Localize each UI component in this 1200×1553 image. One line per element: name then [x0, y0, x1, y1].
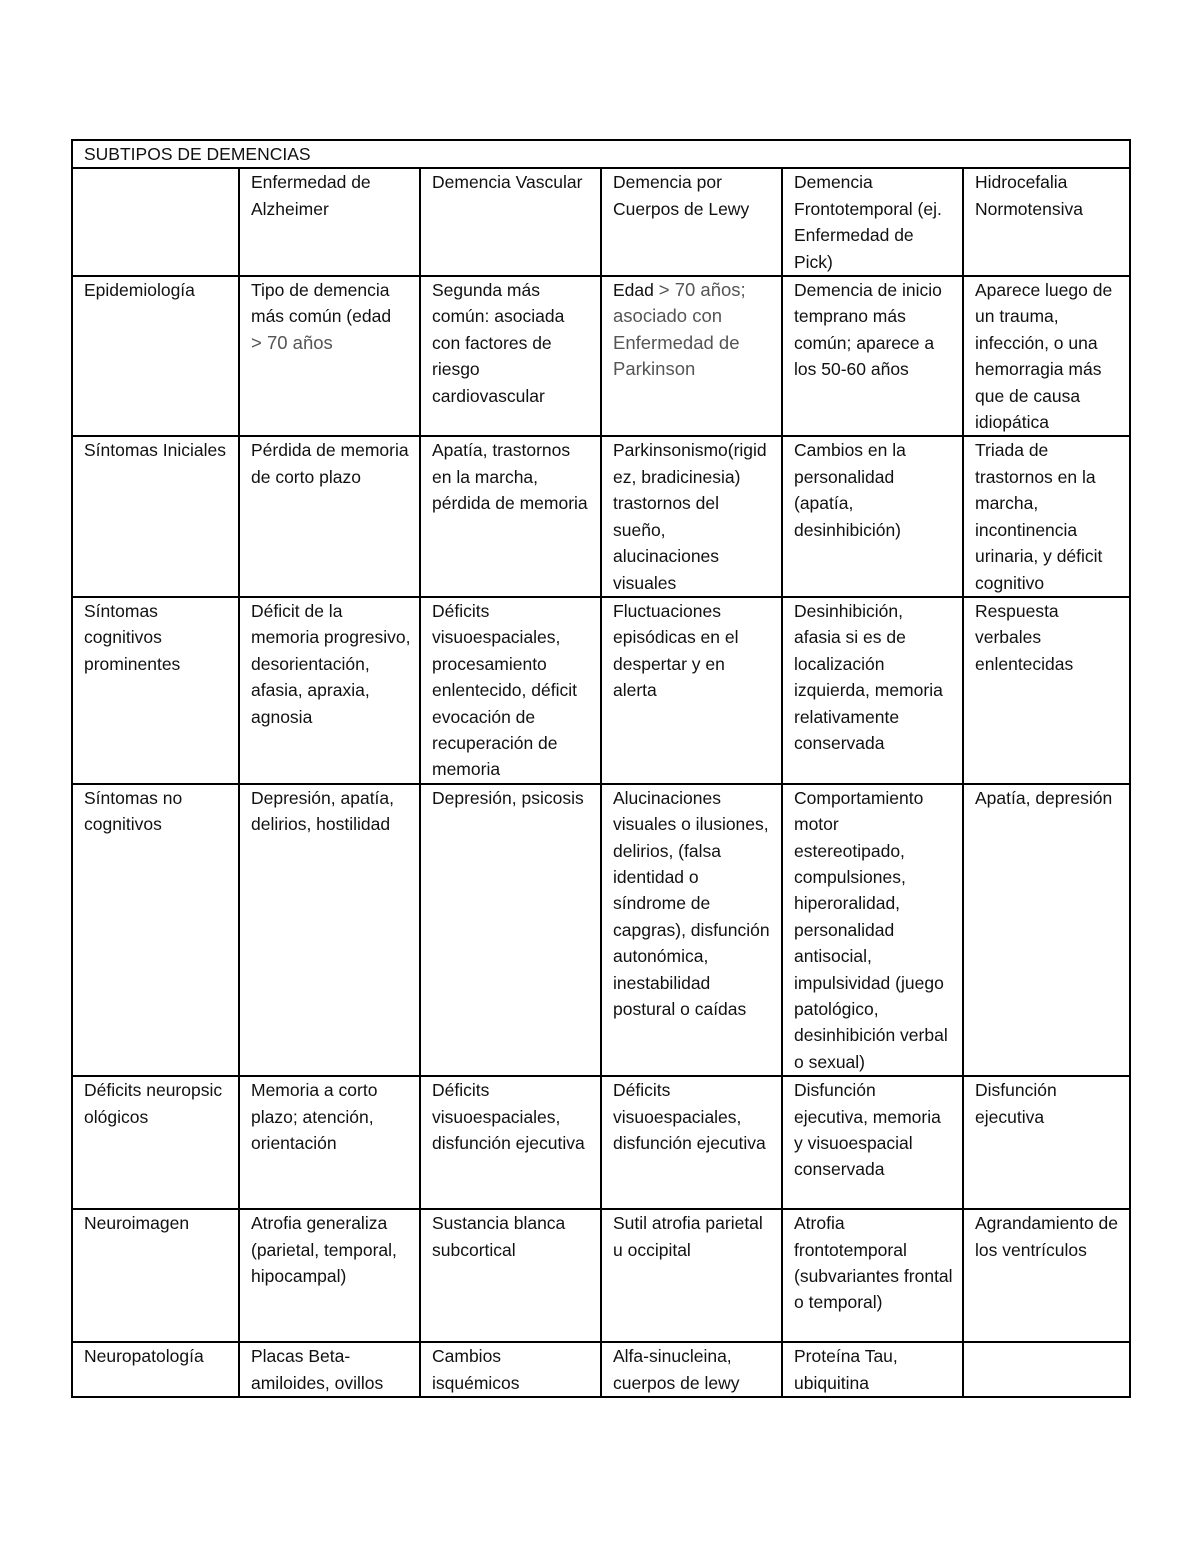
table-cell: Disfunción ejecutiva, memoria y visuoespacial conservada: [782, 1076, 963, 1209]
dementia-subtypes-table: [71, 139, 1131, 1398]
header-frontotemporal: Demencia Frontotemporal (ej. Enfermedad de Pick): [782, 168, 963, 276]
table-cell: Fluctuaciones episódicas en el despertar y en alerta: [601, 597, 782, 784]
table-cell: Proteína Tau, ubiquitina: [782, 1342, 963, 1397]
table-cell: Parkinsonismo(rigidez, bradicinesia) trastornos del sueño, alucinaciones visuales: [601, 436, 782, 596]
row-label: Déficits neuropsicológicos: [72, 1076, 239, 1209]
table-cell: Desinhibición, afasia si es de localización izquierda, memoria relativamente conservada: [782, 597, 963, 784]
table-cell: Alfa-sinucleina, cuerpos de lewy: [601, 1342, 782, 1397]
table-cell: Déficits visuoespaciales, disfunción ejecutiva: [420, 1076, 601, 1209]
header-vascular: Demencia Vascular: [420, 168, 601, 276]
table-title: SUBTIPOS DE DEMENCIAS: [72, 140, 1130, 168]
table-cell: Comportamiento motor estereotipado, compulsiones, hiperoralidad, personalidad antisocial, impulsividad (juego patológico, desinhibición verbal o sexual): [782, 784, 963, 1076]
table-cell: Apatía, trastornos en la marcha, pérdida de memoria: [420, 436, 601, 596]
table-cell: [963, 1342, 1130, 1397]
table-cell: Respuesta verbales enlentecidas: [963, 597, 1130, 784]
table-cell: Depresión, psicosis: [420, 784, 601, 1076]
table-cell: Disfunción ejecutiva: [963, 1076, 1130, 1209]
table-cell: Pérdida de memoria de corto plazo: [239, 436, 420, 596]
table-cell: Tipo de demencia más común (edad > 70 años: [239, 276, 420, 436]
header-row: [72, 168, 1130, 276]
table-cell: Triada de trastornos en la marcha, incontinencia urinaria, y déficit cognitivo: [963, 436, 1130, 596]
table-cell: Alucinaciones visuales o ilusiones, delirios, (falsa identidad o síndrome de capgras), disfunción autonómica, inestabilidad postural o caídas: [601, 784, 782, 1076]
row-label: Neuropatología: [72, 1342, 239, 1397]
table-row: [72, 784, 1130, 1076]
table-cell: Placas Beta-amiloides, ovillos: [239, 1342, 420, 1397]
table-row: [72, 1209, 1130, 1342]
row-label: Síntomas cognitivos prominentes: [72, 597, 239, 784]
table-row: [72, 276, 1130, 436]
header-cell-empty: [72, 168, 239, 276]
table-cell: Atrofia frontotemporal (subvariantes frontal o temporal): [782, 1209, 963, 1342]
row-label: Epidemiología: [72, 276, 239, 436]
table-cell: Depresión, apatía, delirios, hostilidad: [239, 784, 420, 1076]
table-cell: Déficits visuoespaciales, procesamiento enlentecido, déficit evocación de recuperación de memoria: [420, 597, 601, 784]
table-cell: Atrofia generaliza (parietal, temporal, hipocampal): [239, 1209, 420, 1342]
table-cell: Déficits visuoespaciales, disfunción ejecutiva: [601, 1076, 782, 1209]
table-row: [72, 436, 1130, 596]
table-cell: Edad > 70 años; asociado con Enfermedad de Parkinson: [601, 276, 782, 436]
header-hydrocephalus: Hidrocefalia Normotensiva: [963, 168, 1130, 276]
table-cell: Cambios isquémicos: [420, 1342, 601, 1397]
title-row: [72, 140, 1130, 168]
table-cell: Apatía, depresión: [963, 784, 1130, 1076]
header-alzheimer: Enfermedad de Alzheimer: [239, 168, 420, 276]
table-row: [72, 1342, 1130, 1397]
table-cell: Agrandamiento de los ventrículos: [963, 1209, 1130, 1342]
table-cell: Sustancia blanca subcortical: [420, 1209, 601, 1342]
table-cell: Demencia de inicio temprano más común; aparece a los 50-60 años: [782, 276, 963, 436]
table-cell: Segunda más común: asociada con factores de riesgo cardiovascular: [420, 276, 601, 436]
table-row: [72, 597, 1130, 784]
table-row: [72, 1076, 1130, 1209]
table-cell: Cambios en la personalidad (apatía, desinhibición): [782, 436, 963, 596]
header-lewy: Demencia por Cuerpos de Lewy: [601, 168, 782, 276]
table-cell: Aparece luego de un trauma, infección, o una hemorragia más que de causa idiopática: [963, 276, 1130, 436]
age-note: > 70 años; asociado con Enfermedad de Parkinson: [613, 279, 746, 380]
row-label: Síntomas no cognitivos: [72, 784, 239, 1076]
row-label: Síntomas Iniciales: [72, 436, 239, 596]
age-note: > 70 años: [251, 331, 333, 353]
table-cell: Déficit de la memoria progresivo, desorientación, afasia, apraxia, agnosia: [239, 597, 420, 784]
row-label: Neuroimagen: [72, 1209, 239, 1342]
table-cell: Sutil atrofia parietal u occipital: [601, 1209, 782, 1342]
table-cell: Memoria a corto plazo; atención, orientación: [239, 1076, 420, 1209]
